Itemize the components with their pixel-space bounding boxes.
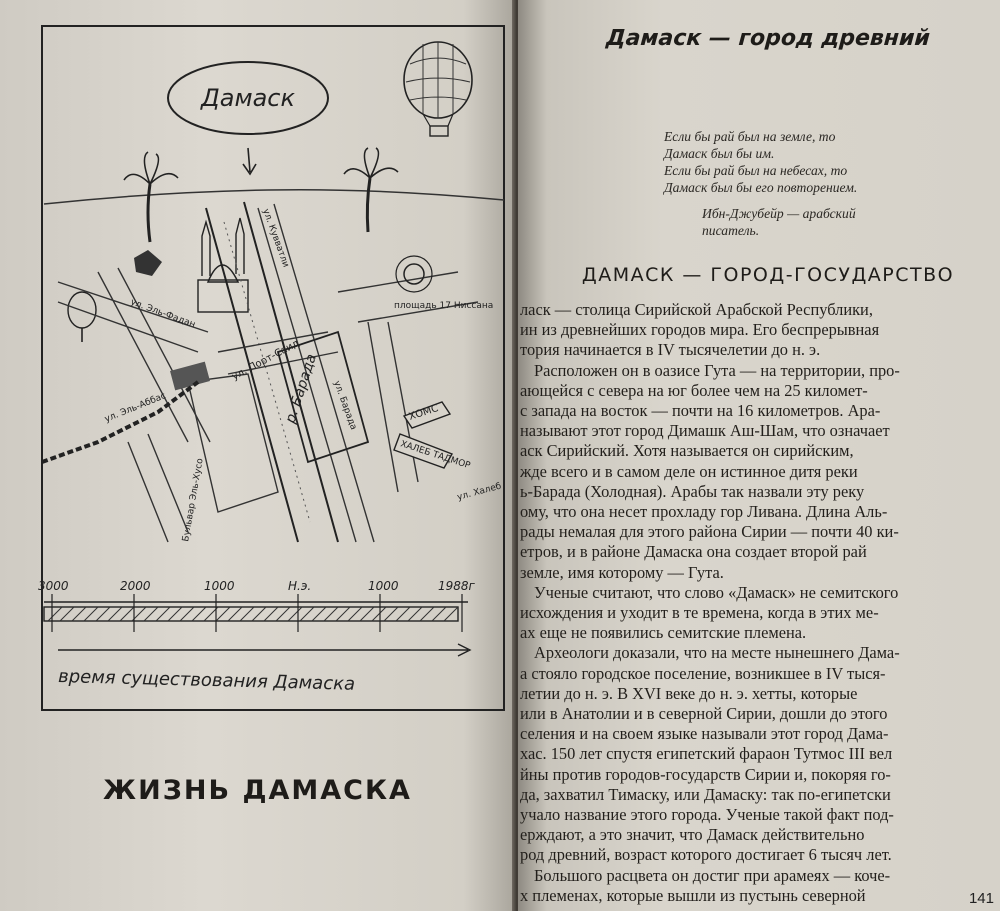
right-page: [518, 0, 1000, 911]
body-text: [520, 300, 986, 906]
text-line: йны против городов-государств Сирии и, покоряя го-: [520, 764, 891, 784]
text-line: летии до н. э. В XVI веке до н. э. хетты, которые: [520, 683, 858, 703]
street-label: ул. Эль-Фадан: [128, 297, 197, 331]
tree-icon: [68, 292, 96, 342]
svg-text:ХОМС: ХОМС: [407, 403, 440, 423]
street-label: ул. Порт-Саид: [230, 337, 302, 383]
text-line: тория начинается в IV тысячелетии до н. э.: [520, 340, 821, 360]
square-label: площадь 17 Ниссана: [394, 301, 494, 311]
timeline-tick-label: 2000: [120, 579, 151, 593]
streets-west: [58, 268, 210, 442]
text-line: Большого расцвета он достиг при арамеях — коче-: [534, 865, 891, 885]
mosque-icon: [198, 218, 248, 312]
timeline-tick-label: 1000: [204, 579, 235, 593]
text-line: етров, и в районе Дамаска она создает второй рай: [520, 542, 867, 562]
horizon-line: [44, 190, 504, 204]
text-line: селения и на своем языке называли этот город Дама-: [520, 724, 889, 744]
page-number: 141: [968, 890, 994, 907]
sign-homs: [404, 402, 450, 428]
running-head: Дамаск — город древний: [605, 26, 931, 51]
text-line: ах еще не появились семитские племена.: [520, 623, 807, 643]
block-center: [188, 374, 278, 512]
boulevard-road: [128, 434, 188, 542]
epigraph-attribution: Ибн-Джубейр — арабский: [702, 206, 856, 221]
text-line: земле, имя которому — Гута.: [520, 562, 724, 582]
epigraph-attribution: писатель.: [702, 223, 760, 238]
text-line: да, захватил Тимаску, или Дамаску: так по-египетски: [520, 784, 891, 804]
railway-line: [42, 382, 198, 462]
text-line: род древний, возраст которого достигает 6 тысяч лет.: [520, 845, 892, 865]
city-bubble-label: Дамаск: [201, 84, 295, 112]
section-title: ДАМАСК — ГОРОД-ГОСУДАРСТВО: [581, 264, 955, 286]
street-label: ул. Халеб: [456, 481, 503, 503]
street-label: ул. Кувватли: [260, 207, 291, 269]
text-line: ласк — столица Сирийской Арабской Республики,: [520, 300, 873, 319]
text-line: аск Сирийский. Хотя называется он сирийским,: [520, 441, 854, 461]
square-circle: [404, 264, 424, 284]
text-line: ающейся с севера на юг более чем на 25 километ-: [520, 380, 868, 400]
map-illustration: [38, 22, 510, 712]
hot-air-balloon-icon: [404, 42, 472, 136]
text-line: с запада на восток — почти на 16 километров. Ара-: [520, 401, 881, 421]
street-label: ул. Эль-Аббас: [103, 391, 168, 425]
text-line: а стояло городское поселение, возникшее в IV тыся-: [520, 663, 886, 683]
text-line: хас. 150 лет спустя египетский фараон Тутмос III вел: [520, 744, 893, 764]
text-line: ин из древнейших городов мира. Его беспрерывная: [520, 320, 880, 340]
epigraph-line: Дамаск был бы его повторением.: [664, 180, 858, 195]
timeline-caption: время существования Дамаска: [57, 666, 356, 695]
timeline-tick-label: Н.э.: [288, 579, 312, 593]
river-label: р. Барада: [282, 352, 320, 426]
text-line: или в Анатолии и в северной Сирии, дошли до этого: [520, 704, 888, 724]
text-line: Ученые считают, что слово «Дамаск» не семитского: [534, 582, 899, 602]
text-line: х племенах, которые вышли из пустынь северной: [520, 885, 866, 905]
timeline-tick-label: 1000: [368, 579, 399, 593]
palm-tree-icon: [124, 152, 178, 242]
text-line: ь-Барада (Холодная). Арабы так назвали эту реку: [520, 481, 865, 501]
timeline-tick-label: 1988г: [438, 579, 475, 593]
text-line: исхождения и уходит в те времена, когда в этих ме-: [520, 603, 879, 623]
epigraph-line: Дамаск был бы им.: [664, 146, 775, 161]
svg-text:ХАЛЕБ ТАДМОР: ХАЛЕБ ТАДМОР: [399, 439, 472, 472]
text-line: Археологи доказали, что на месте нынешнего Дама-: [534, 643, 900, 663]
text-line: жде всего и в самом деле он истинное дитя реки: [520, 461, 858, 481]
sign-haleb-tadmor: [394, 434, 472, 472]
chapter-title: ЖИЗНЬ ДАМАСКА: [103, 775, 412, 806]
text-line: ерждают, а это значит, что Дамаск действительно: [520, 825, 865, 845]
epigraph-line: Если бы рай был на небесах, то: [664, 163, 848, 178]
down-arrow-icon: [243, 148, 256, 174]
street-label: ул. Барада: [331, 379, 359, 432]
river-banks: [206, 202, 338, 542]
epigraph-line: Если бы рай был на земле, то: [664, 129, 836, 144]
timeline: [38, 579, 476, 695]
landmark-block: [134, 250, 162, 276]
timeline-arrow-icon: [58, 644, 470, 656]
text-line: называют этот город Димашк Аш-Шам, что означает: [520, 421, 890, 441]
road-eastern: [258, 204, 374, 542]
text-line: Расположен он в оазисе Гута — на территории, про-: [534, 360, 900, 380]
epigraph: [664, 128, 984, 239]
street-label: Бульвар Эль-Хусо: [181, 457, 206, 543]
text-line: рады немалая для этого района Сирии — почти 40 ки-: [520, 522, 899, 542]
text-line: учало название этого города. Ученые такой факт под-: [520, 805, 894, 825]
text-line: ому, что она несет прохладу гор Ливана. Длина Аль-: [520, 502, 888, 522]
timeline-tick-label: 3000: [38, 579, 69, 593]
